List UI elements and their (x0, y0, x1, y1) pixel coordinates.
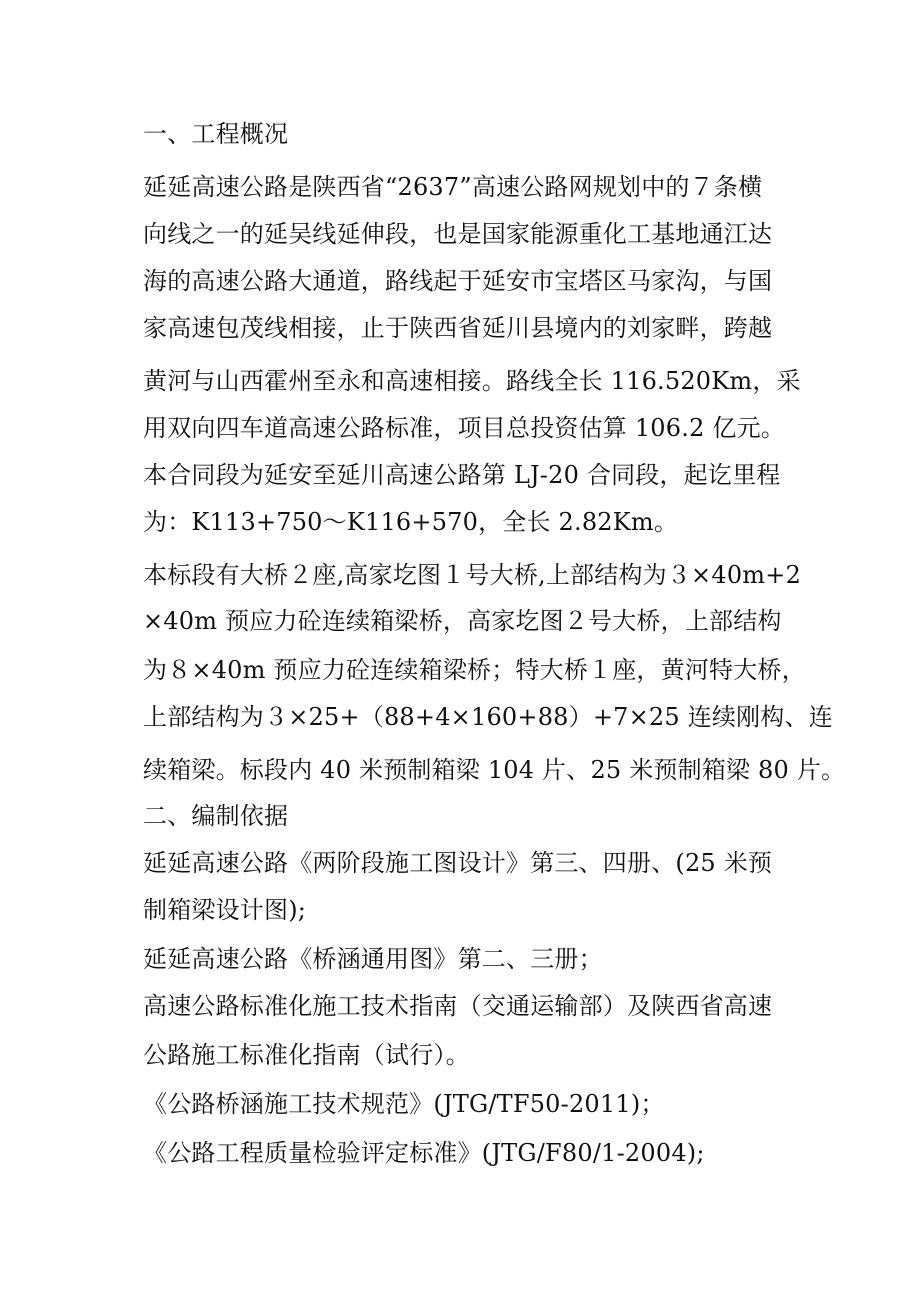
reference-line: 延延高速公路《两阶段施工图设计》第三、四册、(25 米预 (143, 849, 773, 877)
paragraph-line: 续箱梁。标段内 40 米预制箱梁 104 片、25 米预制箱梁 80 片。 (143, 756, 846, 784)
paragraph-line: 家高速包茂线相接，止于陕西省延川县境内的刘家畔，跨越 (143, 314, 773, 342)
reference-line: 高速公路标准化施工技术指南（交通运输部）及陕西省高速 (143, 992, 773, 1020)
paragraph-line: 用双向四车道高速公路标准，项目总投资估算 106.2 亿元。 (143, 414, 785, 442)
paragraph-line: 海的高速公路大通道，路线起于延安市宝塔区马家沟，与国 (143, 267, 773, 295)
paragraph-line: 黄河与山西霍州至永和高速相接。路线全长 116.520Km，采 (143, 367, 801, 395)
reference-line: 制箱梁设计图); (143, 896, 307, 924)
paragraph-line: 本标段有大桥２座,高家圪图１号大桥,上部结构为３×40m+2 (143, 561, 802, 589)
paragraph-line: 为：K113+750～K116+570，全长 2.82Km。 (143, 508, 679, 536)
reference-line: 《公路工程质量检验评定标准》(JTG/F80/1-2004); (143, 1139, 705, 1167)
paragraph-line: 为８×40m 预应力砼连续箱梁桥；特大桥１座，黄河特大桥， (143, 656, 806, 684)
paragraph-line: 本合同段为延安至延川高速公路第 LJ-20 合同段，起讫里程 (143, 461, 781, 489)
paragraph-line: ×40m 预应力砼连续箱梁桥，高家圪图２号大桥，上部结构 (143, 607, 782, 635)
reference-line: 延延高速公路《桥涵通用图》第二、三册； (143, 945, 603, 973)
paragraph-line: 向线之一的延吴线延伸段，也是国家能源重化工基地通江达 (143, 220, 773, 248)
reference-line: 《公路桥涵施工技术规范》(JTG/TF50-2011)； (143, 1090, 665, 1118)
paragraph-line: 上部结构为３×25+（88+4×160+88）+7×25 连续刚构、连 (143, 703, 833, 731)
reference-line: 公路施工标准化指南（试行）。 (143, 1041, 470, 1069)
section-heading-overview: 一、工程概况 (143, 120, 289, 148)
section-heading-basis: 二、编制依据 (143, 802, 289, 830)
paragraph-line: 延延高速公路是陕西省“2637”高速公路网规划中的７条横 (143, 173, 763, 201)
